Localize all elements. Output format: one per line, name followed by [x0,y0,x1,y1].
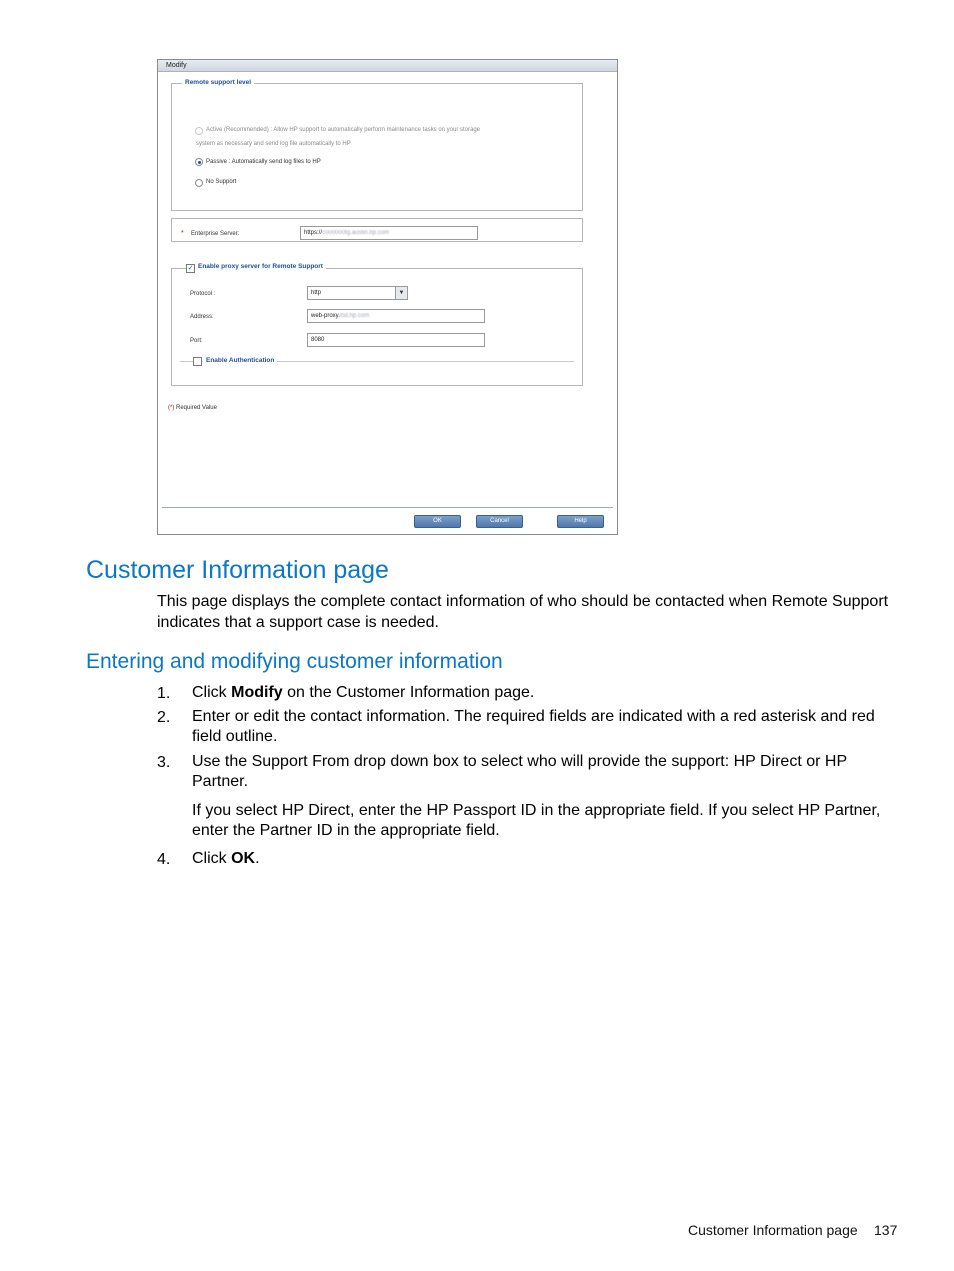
help-button[interactable]: Help [557,515,604,528]
active-radio[interactable] [195,127,203,135]
port-input[interactable] [307,333,485,347]
required-note [168,405,217,411]
port-label: Port: [190,338,203,344]
enable-authentication-label: Enable Authentication [203,357,277,364]
protocol-value: http [311,290,322,296]
step-4-bold: OK [231,850,256,867]
step-3-text: Use the Support From drop down box to select who will provide the support: HP Direct or HP Partner. [192,753,847,790]
chevron-down-icon[interactable]: ▼ [395,287,407,299]
step-4-number: 4. [157,851,171,868]
remote-support-fieldset [171,79,583,211]
intro-paragraph: This page displays the complete contact information of who should be contacted when Remote Support indicates that a support case is needed. [157,593,889,631]
active-option-label: Active (Recommended) : Allow HP support to automatically perform maintenance tasks on your storage [206,127,481,133]
step-1-bold: Modify [231,684,283,701]
address-label: Address: [190,314,214,320]
modify-dialog [157,59,618,535]
step-1-pre: Click [192,684,232,701]
step-3-note: If you select HP Direct, enter the HP Passport ID in the appropriate field. If you select HP Partner, enter the Partner ID in the appropriate field. [192,802,881,839]
address-input[interactable] [307,309,485,323]
passive-option-label: Passive : Automatically send log files to HP [206,159,321,165]
step-4-post: . [255,850,260,867]
active-option-label-cont: system as necessary and send log file automatically to HP [196,141,351,147]
address-prefix: web-proxy. [311,313,340,319]
cancel-button[interactable]: Cancel [476,515,523,528]
port-value: 8080 [311,337,325,343]
step-1-number: 1. [157,685,171,702]
required-note-mark: (*) [168,405,175,411]
footer-section-title: Customer Information page [688,1222,858,1238]
page-number: 137 [874,1222,898,1238]
enable-proxy-legend: Enable proxy server for Remote Support [195,263,326,270]
required-note-text: Required Value [176,405,217,411]
passive-radio[interactable] [195,158,203,166]
page-title: Customer Information page [86,556,389,584]
ok-button[interactable]: OK [414,515,461,528]
enterprise-server-label: Enterprise Server: [191,231,240,237]
no-support-radio[interactable] [195,179,203,187]
step-3-number: 3. [157,754,171,771]
address-domain: ind.hp.com [339,313,370,319]
protocol-label: Protocol : [190,291,216,297]
remote-support-legend: Remote support level [182,79,254,86]
dialog-title: Modify [158,60,617,72]
step-2-text: Enter or edit the contact information. The required fields are indicated with a red asterisk and red field outline. [192,708,875,745]
button-bar-divider [162,507,613,508]
step-2-number: 2. [157,709,171,726]
step-1-text [192,683,904,703]
enable-authentication-checkbox[interactable] [193,357,202,366]
step-1-post: on the Customer Information page. [282,684,535,701]
section-heading: Entering and modifying customer information [86,650,503,673]
step-4-pre: Click [192,850,232,867]
enterprise-server-host: c000000fg.austin.hp.com [322,230,390,236]
enable-proxy-checkbox[interactable]: ✓ [187,265,194,272]
no-support-option-label: No Support [206,179,237,185]
required-asterisk: * [181,230,184,237]
enterprise-server-input[interactable] [300,226,478,240]
enterprise-server-prefix: https:// [304,230,323,236]
step-4-text [192,849,904,869]
protocol-select[interactable] [307,286,408,300]
